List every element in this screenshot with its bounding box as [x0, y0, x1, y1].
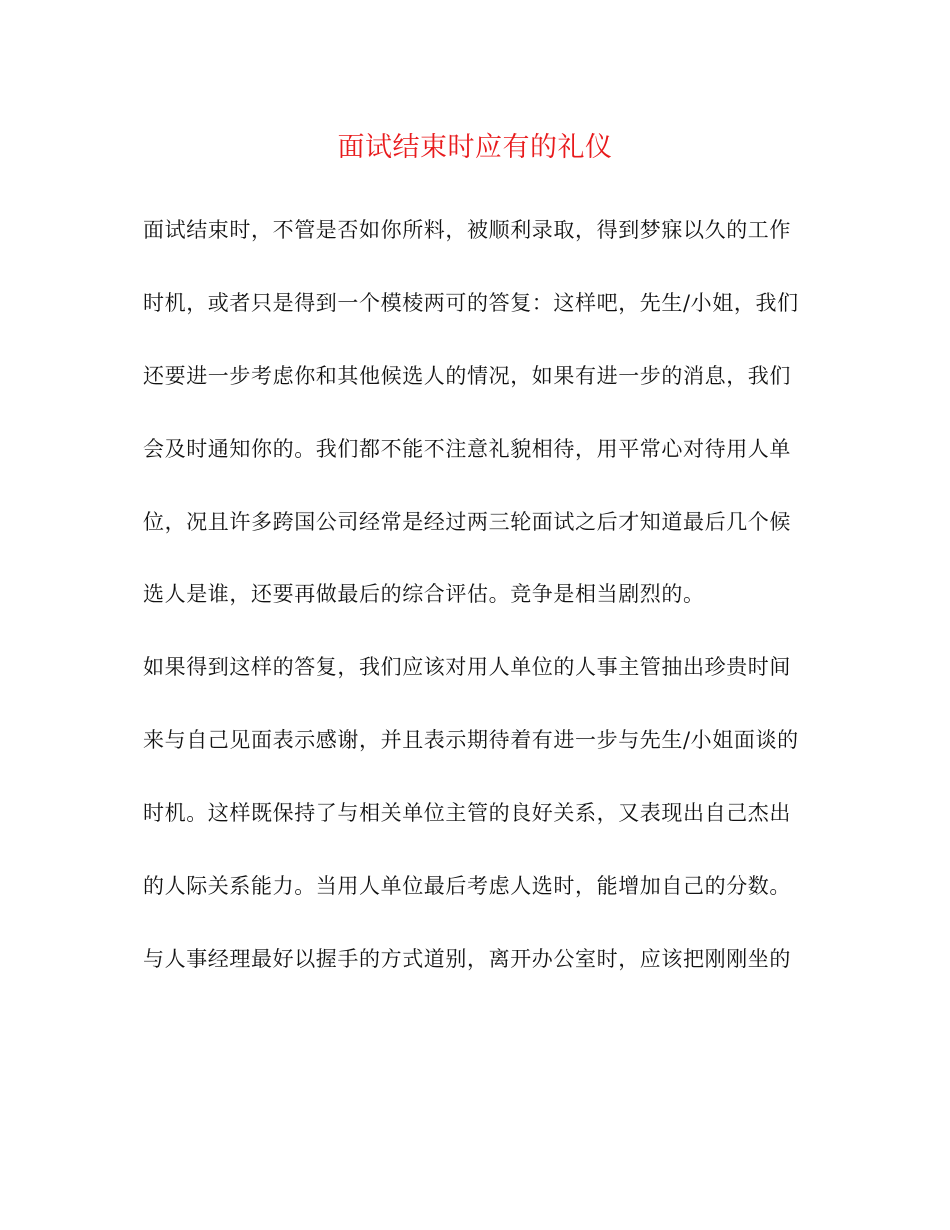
- text-line: 时机。这样既保持了与相关单位主管的良好关系，又表现出自己杰出: [143, 801, 791, 826]
- document-body: [143, 210, 823, 1012]
- text-line: 还要进一步考虑你和其他候选人的情况，如果有进一步的消息，我们: [143, 363, 791, 388]
- document-title: 面试结束时应有的礼仪: [337, 132, 613, 163]
- text-line: 的人际关系能力。当用人单位最后考虑人选时，能增加自己的分数。: [143, 874, 791, 899]
- text-line: 来与自己见面表示感谢，并且表示期待着有进一步与先生/小姐面谈的: [143, 728, 799, 753]
- text-line: 会及时通知你的。我们都不能不注意礼貌相待，用平常心对待用人单: [143, 436, 791, 461]
- text-line: 时机，或者只是得到一个模棱两可的答复：这样吧，先生/小姐，我们: [143, 290, 799, 315]
- text-line: 与人事经理最好以握手的方式道别，离开办公室时，应该把刚刚坐的: [143, 946, 791, 971]
- text-line: 位，况且许多跨国公司经常是经过两三轮面试之后才知道最后几个候: [143, 509, 791, 534]
- text-line: 选人是谁，还要再做最后的综合评估。竞争是相当剧烈的。: [143, 582, 705, 607]
- text-line: 如果得到这样的答复，我们应该对用人单位的人事主管抽出珍贵时间: [143, 655, 791, 680]
- text-line: 面试结束时，不管是否如你所料，被顺利录取，得到梦寐以久的工作: [143, 218, 791, 242]
